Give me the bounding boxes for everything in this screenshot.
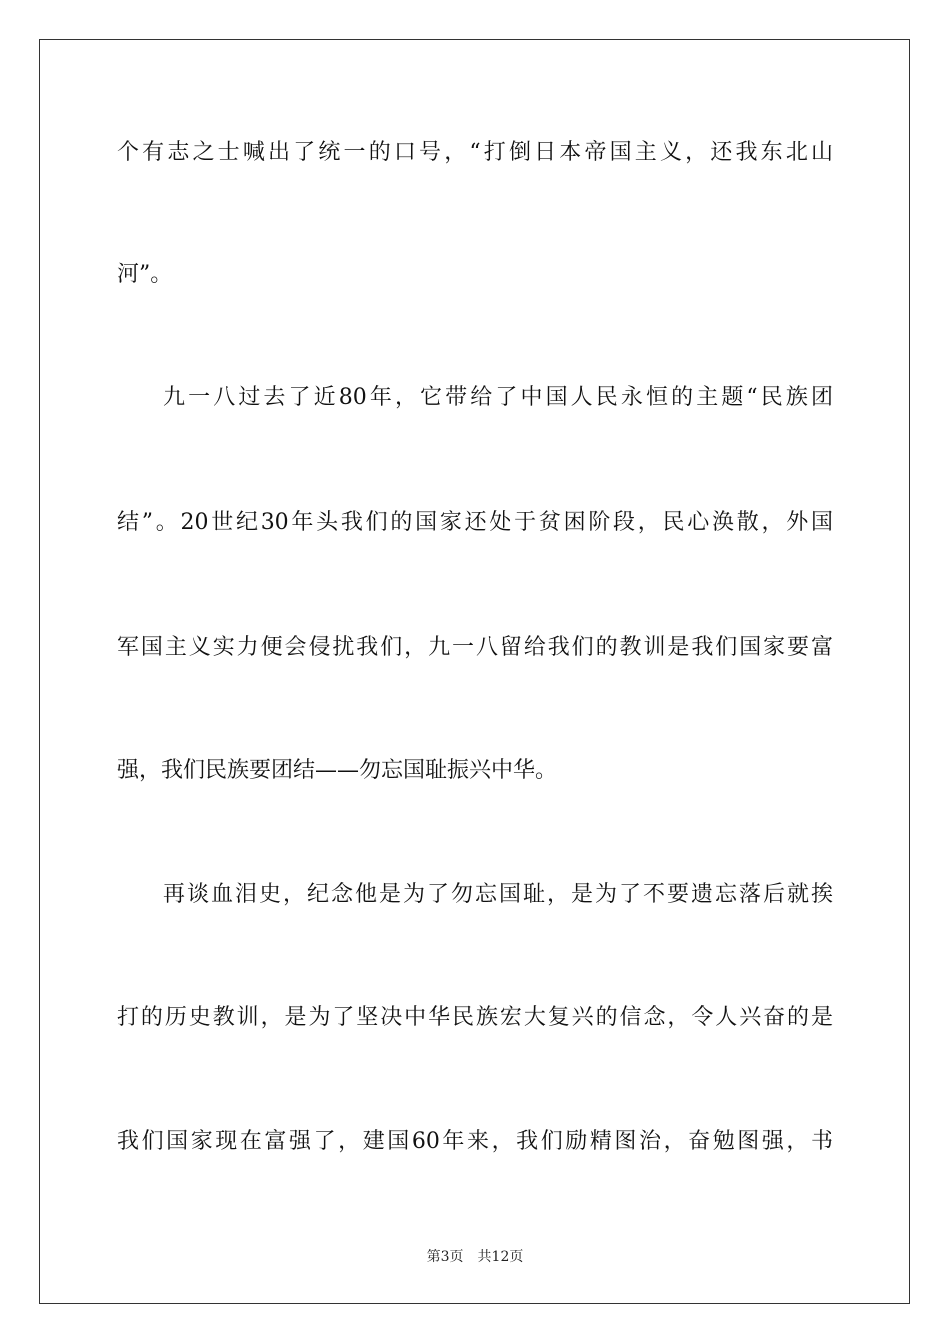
page-number: 第3页 bbox=[426, 1249, 464, 1265]
text-line-8: 打的历史教训，是为了坚决中华民族宏大复兴的信念，令人兴奋的是 bbox=[117, 1005, 833, 1030]
page-border bbox=[39, 39, 910, 1304]
text-line-3: 九一八过去了近80年，它带给了中国人民永恒的主题“民族团 bbox=[163, 385, 833, 410]
text-line-7: 再谈血泪史，纪念他是为了勿忘国耻，是为了不要遗忘落后就挨 bbox=[163, 882, 833, 907]
page-total: 共12页 bbox=[477, 1249, 524, 1265]
text-line-6: 强，我们民族要团结——勿忘国耻振兴中华。 bbox=[117, 758, 558, 783]
text-line-1: 个有志之士喊出了统一的口号，“打倒日本帝国主义，还我东北山 bbox=[117, 140, 833, 165]
text-line-5: 军国主义实力便会侵扰我们，九一八留给我们的教训是我们国家要富 bbox=[117, 635, 833, 660]
page-footer bbox=[0, 1247, 950, 1267]
text-line-2: 河”。 bbox=[117, 262, 173, 287]
text-line-9: 我们国家现在富强了，建国60年来，我们励精图治，奋勉图强，书 bbox=[117, 1129, 833, 1154]
text-line-4: 结”。20世纪30年头我们的国家还处于贫困阶段，民心涣散，外国 bbox=[117, 510, 833, 535]
